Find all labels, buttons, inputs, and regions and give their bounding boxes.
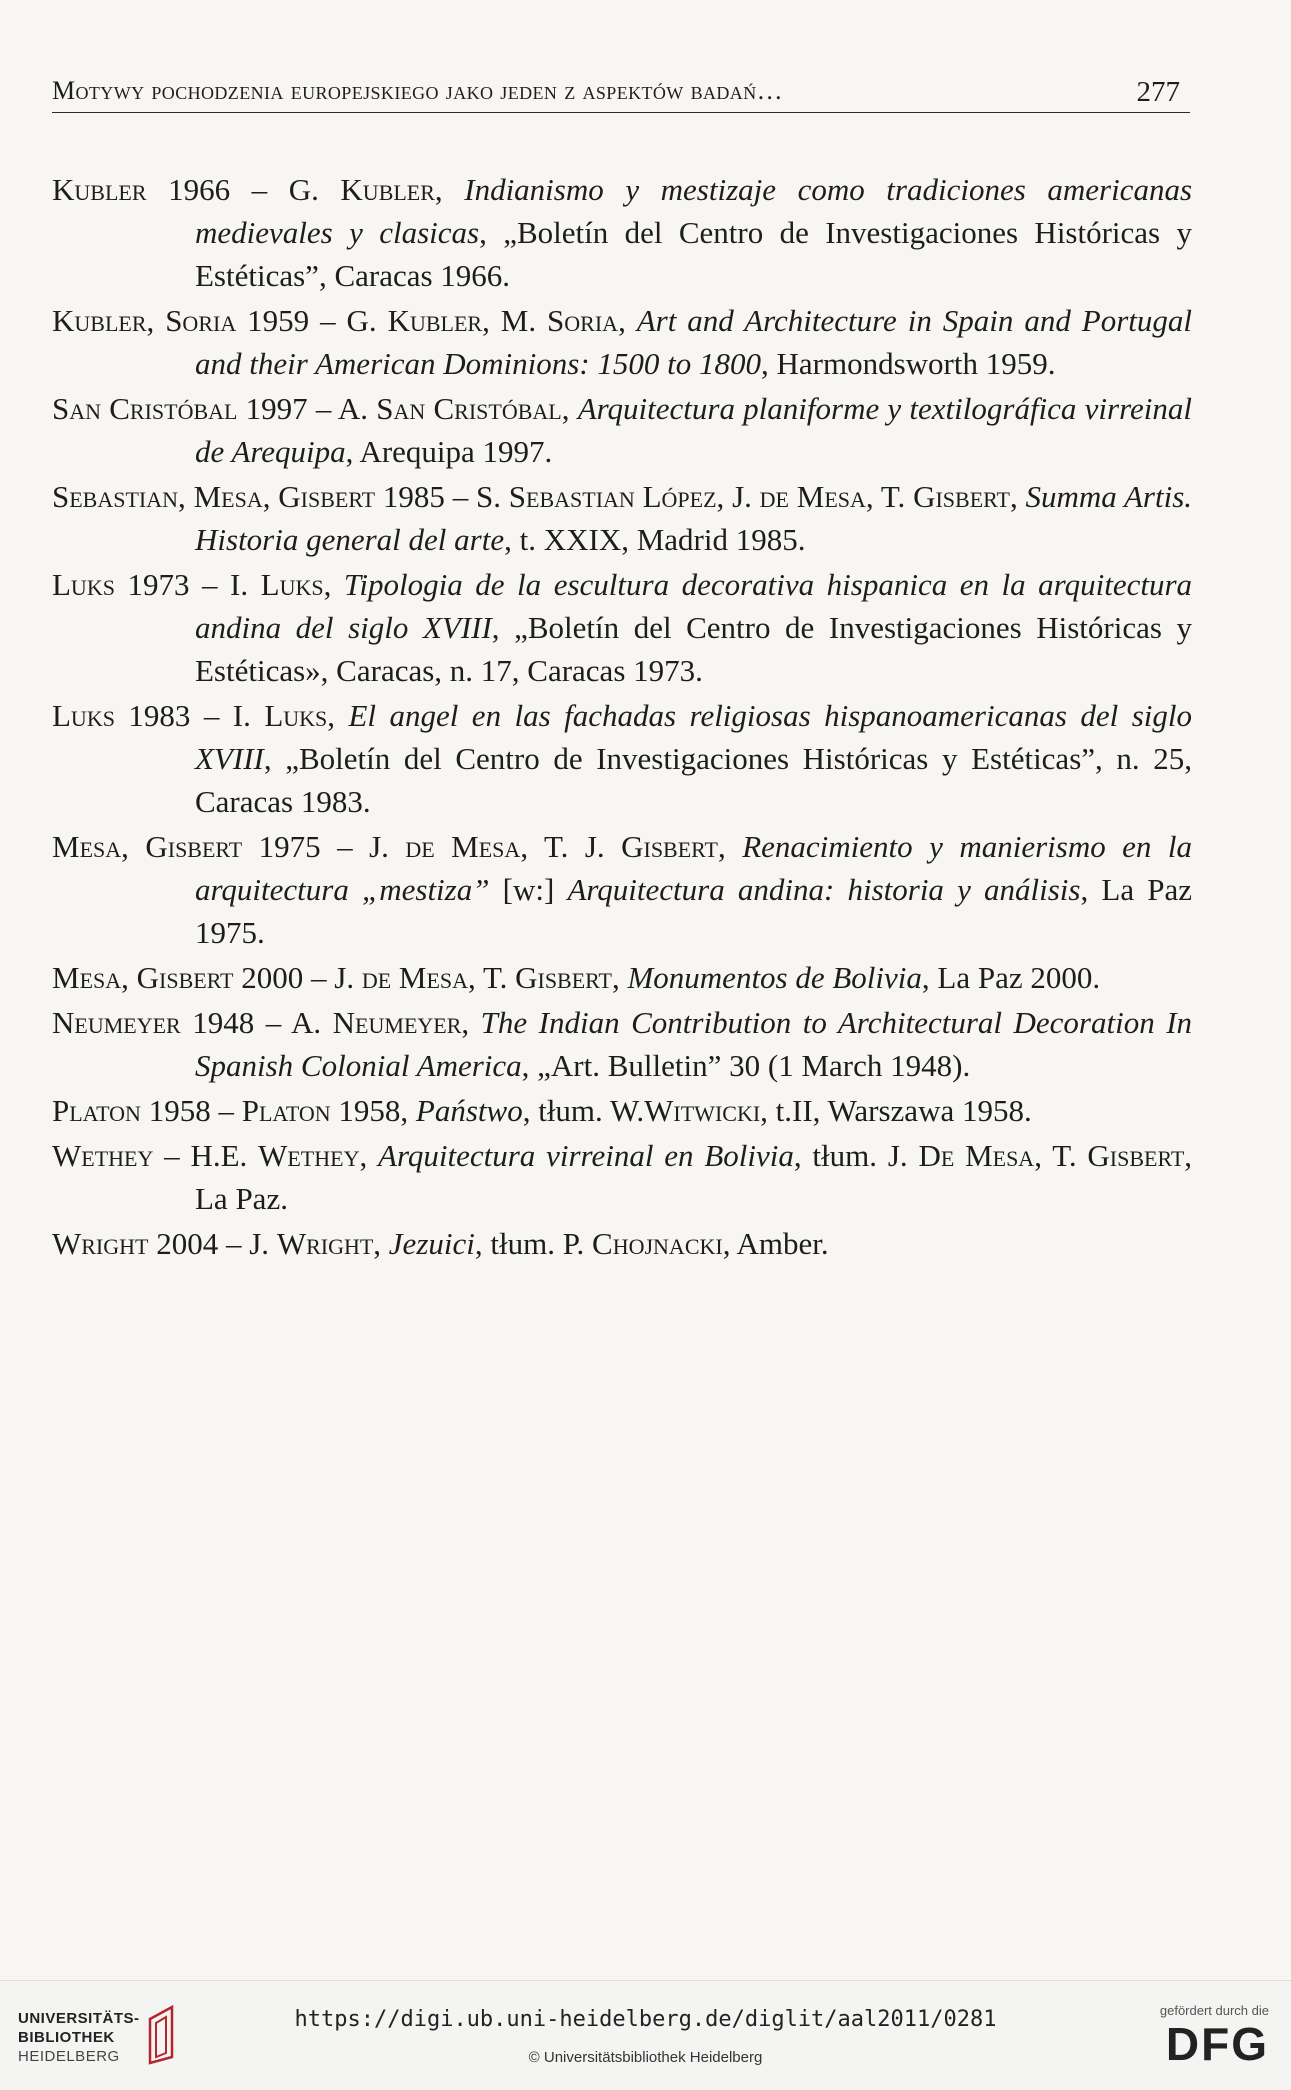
reference-segment: Indianismo y mestizaje como tradiciones americanas medievales y clasicas <box>195 172 1193 250</box>
reference-entry <box>52 563 1192 692</box>
reference-segment: Summa Artis. Historia general del arte <box>195 479 1193 557</box>
reference-segment: , M. <box>482 303 548 338</box>
reference-segment: , <box>434 172 465 207</box>
reference-segment: , T. <box>865 479 914 514</box>
reference-segment: 1958 – <box>140 1093 242 1128</box>
page-number: 277 <box>1136 76 1180 108</box>
reference-segment: , Amber. <box>722 1226 829 1261</box>
reference-segment: Arquitectura planiforme y textilográfica virreinal de Arequipa <box>195 391 1192 469</box>
reference-segment: , <box>327 698 349 733</box>
reference-segment: , „Boletín del Centro de Investigaciones Históricas y Estéticas», Caracas, n. 17, Caracas 1973. <box>195 610 1192 688</box>
reference-segment: The Indian Contribution to Architectural Decoration In Spanish Colonial America <box>195 1005 1193 1083</box>
reference-segment: Państwo <box>415 1093 523 1128</box>
reference-segment: , T. <box>468 960 516 995</box>
reference-entry <box>52 168 1192 297</box>
reference-segment: , t.II, Warszawa 1958. <box>760 1093 1032 1128</box>
reference-entry <box>52 956 1192 999</box>
reference-segment: , <box>178 479 194 514</box>
library-name-line3: HEIDELBERG <box>18 2048 120 2065</box>
reference-segment: El angel en las fachadas religiosas hispanoamericanas del siglo XVIII <box>195 698 1192 776</box>
reference-segment: Platon <box>52 1093 141 1128</box>
reference-segment: [w:] <box>489 872 568 907</box>
reference-segment: Mesa <box>52 829 122 864</box>
running-header <box>52 70 1190 113</box>
reference-segment: , <box>717 829 743 864</box>
reference-segment: De Mesa <box>918 1138 1035 1173</box>
reference-segment: Gisbert <box>145 829 243 864</box>
reference-segment: Wright <box>52 1226 149 1261</box>
reference-segment: 2004 – J. <box>148 1226 277 1261</box>
reference-segment: , <box>359 1138 379 1173</box>
reference-segment: , <box>461 1005 481 1040</box>
reference-segment: , <box>373 1226 389 1261</box>
reference-segment: , <box>323 567 344 602</box>
reference-segment: Gisbert <box>278 479 376 514</box>
reference-segment: Soria <box>547 303 619 338</box>
reference-segment: Gisbert <box>621 829 718 864</box>
reference-segment: Gisbert <box>136 960 234 995</box>
reference-entry <box>52 1001 1192 1087</box>
reference-segment: , tłum. J. <box>793 1138 919 1173</box>
reference-segment: , J. <box>716 479 760 514</box>
reference-segment: Soria <box>165 303 237 338</box>
reference-segment: Mesa <box>52 960 122 995</box>
reference-segment: , <box>146 303 166 338</box>
reference-segment: 1959 – G. <box>236 303 388 338</box>
library-name-line2: BIBLIOTHEK <box>18 2029 115 2046</box>
reference-segment: , tłum. W. <box>522 1093 645 1128</box>
reference-segment: , <box>611 960 628 995</box>
reference-segment: Gisbert <box>515 960 612 995</box>
reference-entry <box>52 299 1192 385</box>
reference-segment: , tłum. P. <box>474 1226 593 1261</box>
reference-entry <box>52 1089 1192 1132</box>
reference-segment: 1983 – I. <box>114 698 265 733</box>
reference-segment: de Mesa <box>759 479 866 514</box>
reference-segment: Kubler <box>52 172 147 207</box>
reference-segment: Gisbert <box>1087 1138 1185 1173</box>
reference-entry <box>52 825 1192 954</box>
copyright-notice: © Universitätsbibliothek Heidelberg <box>528 2049 763 2066</box>
reference-segment: , T. <box>1034 1138 1088 1173</box>
reference-segment: Kubler <box>52 303 147 338</box>
reference-segment: 2000 – J. <box>233 960 362 995</box>
reference-segment: Luks <box>264 698 328 733</box>
reference-segment: Monumentos de Bolivia <box>627 960 922 995</box>
reference-segment: 1958, <box>330 1093 416 1128</box>
source-url-link[interactable]: https://digi.ub.uni-heidelberg.de/diglit/aal2011/0281 <box>294 2007 997 2032</box>
reference-segment: Sebastian <box>52 479 179 514</box>
reference-segment: , „Art. Bulletin” 30 (1 March 1948). <box>521 1048 971 1083</box>
reference-segment: Arquitectura virreinal en Bolivia <box>378 1138 794 1173</box>
funding-note: gefördert durch die <box>1159 2003 1269 2018</box>
reference-segment: Luks <box>52 698 115 733</box>
digital-library-footer <box>0 1980 1291 2090</box>
reference-segment: 1948 – A. <box>180 1005 333 1040</box>
reference-segment: Sebastian López <box>508 479 717 514</box>
funder-mark: DFG <box>1165 2018 1269 2070</box>
reference-segment: Witwicki <box>644 1093 761 1128</box>
reference-segment: – H.E. <box>153 1138 259 1173</box>
reference-segment: San Cristóbal <box>52 391 238 426</box>
reference-segment: Arquitectura andina: historia y análisis <box>567 872 1081 907</box>
reference-segment: Wethey <box>52 1138 154 1173</box>
reference-segment: Mesa <box>193 479 263 514</box>
reference-segment: San Cristóbal <box>376 391 562 426</box>
reference-segment: Wethey <box>258 1138 360 1173</box>
reference-entry <box>52 475 1192 561</box>
reference-segment: , La Paz. <box>195 1138 1193 1216</box>
reference-segment: 1973 – I. <box>114 567 261 602</box>
reference-entry <box>52 1134 1192 1220</box>
reference-segment: , <box>121 960 137 995</box>
reference-segment: 1966 – G. <box>146 172 341 207</box>
reference-segment: , Arequipa 1997. <box>345 434 553 469</box>
reference-segment: , <box>262 479 279 514</box>
reference-segment: Kubler <box>387 303 483 338</box>
reference-segment: , Harmondsworth 1959. <box>761 346 1056 381</box>
reference-segment: , „Boletín del Centro de Investigaciones Históricas y Estéticas”, n. 25, Caracas 1983. <box>195 741 1192 819</box>
reference-segment: 1975 – J. <box>242 829 406 864</box>
bibliography-list <box>52 168 1192 1267</box>
reference-segment: Jezuici <box>388 1226 475 1261</box>
reference-segment: Renacimiento y manierismo en la arquitectura „mestiza” <box>195 829 1193 907</box>
reference-segment: Tipologia de la escultura decorativa hispanica en la arquitectura andina del siglo XVIII <box>195 567 1193 645</box>
reference-segment: 1985 – S. <box>375 479 509 514</box>
reference-entry <box>52 694 1192 823</box>
reference-segment: Art and Architecture in Spain and Portugal and their American Dominions: 1500 to 1800 <box>195 303 1192 381</box>
reference-segment: Gisbert <box>913 479 1010 514</box>
reference-segment: Chojnacki <box>592 1226 723 1261</box>
reference-segment: , <box>1009 479 1026 514</box>
reference-segment: , „Boletín del Centro de Investigaciones Históricas y Estéticas”, Caracas 1966. <box>195 215 1192 293</box>
reference-entry <box>52 1222 1192 1265</box>
reference-segment: Luks <box>260 567 324 602</box>
reference-segment: , <box>121 829 146 864</box>
reference-segment: Kubler <box>340 172 435 207</box>
library-name-line1: UNIVERSITÄTS- <box>18 2010 140 2027</box>
dfg-logo[interactable] <box>1129 2003 1269 2070</box>
reference-segment: de Mesa <box>405 829 521 864</box>
reference-segment: Wright <box>276 1226 374 1261</box>
reference-segment: , T. J. <box>520 829 622 864</box>
reference-segment: Platon <box>241 1093 331 1128</box>
reference-segment: Neumeyer <box>332 1005 462 1040</box>
running-title: Motywy pochodzenia europejskiego jako jeden z aspektów badań… <box>52 76 783 105</box>
reference-segment: , La Paz 2000. <box>921 960 1101 995</box>
reference-segment: , La Paz 1975. <box>195 872 1192 950</box>
reference-segment: , <box>561 391 578 426</box>
reference-entry <box>52 387 1192 473</box>
reference-segment: , <box>618 303 637 338</box>
reference-segment: Luks <box>52 567 115 602</box>
reference-segment: de Mesa <box>361 960 469 995</box>
reference-segment: 1997 – A. <box>237 391 377 426</box>
reference-segment: , t. XXIX, Madrid 1985. <box>504 522 806 557</box>
reference-segment: Neumeyer <box>52 1005 181 1040</box>
